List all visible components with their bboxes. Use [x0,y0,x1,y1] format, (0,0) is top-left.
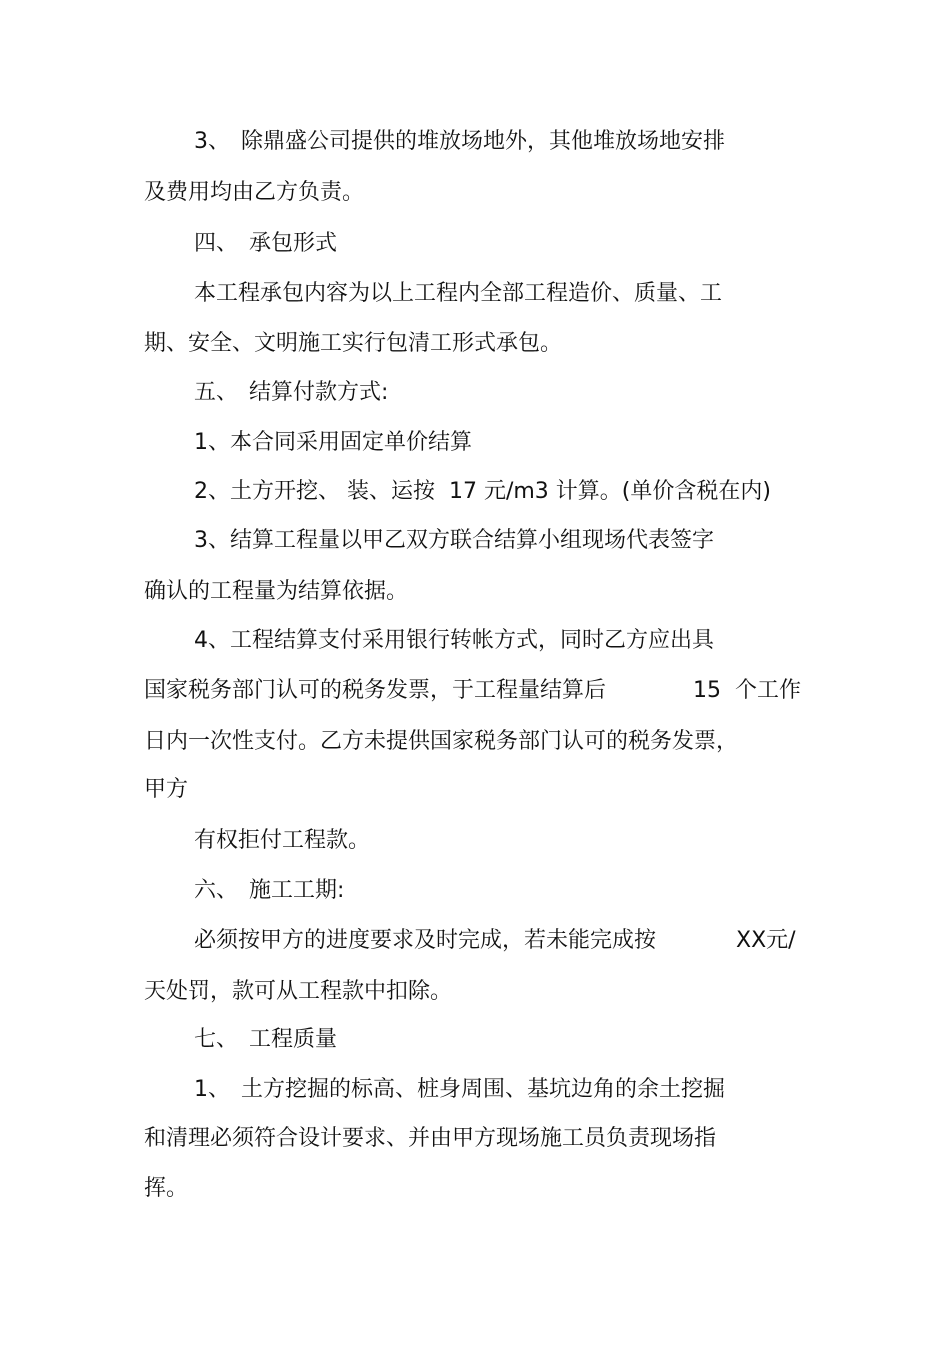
paragraph-line: 1、本合同采用固定单价结算 [194,430,472,455]
paragraph-line: 甲方 [144,777,189,802]
paragraph-line-fragment: 15 个工作 [693,678,801,703]
paragraph-line: 3、结算工程量以甲乙双方联合结算小组现场代表签字 [194,528,714,553]
paragraph-line: 期、安全、文明施工实行包清工形式承包。 [144,331,563,356]
paragraph-line: 必须按甲方的进度要求及时完成，若未能完成按 [194,928,657,953]
paragraph-line: 国家税务部门认可的税务发票，于工程量结算后 [144,678,607,703]
paragraph-line: 天处罚，款可从工程款中扣除。 [144,979,453,1004]
paragraph-line: 4、工程结算支付采用银行转帐方式，同时乙方应出具 [194,628,714,653]
paragraph-line: 确认的工程量为结算依据。 [144,579,409,604]
paragraph-line: 有权拒付工程款。 [194,828,371,853]
paragraph-line: 及费用均由乙方负责。 [144,180,365,205]
paragraph-line: 2、土方开挖、 装、运按 17 元/m3 计算。(单价含税在内) [194,479,771,504]
paragraph-line: 和清理必须符合设计要求、并由甲方现场施工员负责现场指 [144,1126,717,1151]
paragraph-line-fragment: XX元/ [736,928,796,953]
paragraph-line: 本工程承包内容为以上工程内全部工程造价、质量、工 [194,281,723,306]
paragraph-line: 1、 土方挖掘的标高、桩身周围、基坑边角的余土挖掘 [194,1077,725,1102]
section-heading: 四、 承包形式 [194,231,338,256]
paragraph-line: 3、 除鼎盛公司提供的堆放场地外，其他堆放场地安排 [194,129,725,154]
paragraph-line: 挥。 [144,1176,189,1201]
paragraph-line: 日内一次性支付。乙方未提供国家税务部门认可的税务发票， [144,729,739,754]
section-heading: 七、 工程质量 [194,1027,338,1052]
section-heading: 六、 施工工期: [194,878,345,903]
section-heading: 五、 结算付款方式: [194,380,389,405]
